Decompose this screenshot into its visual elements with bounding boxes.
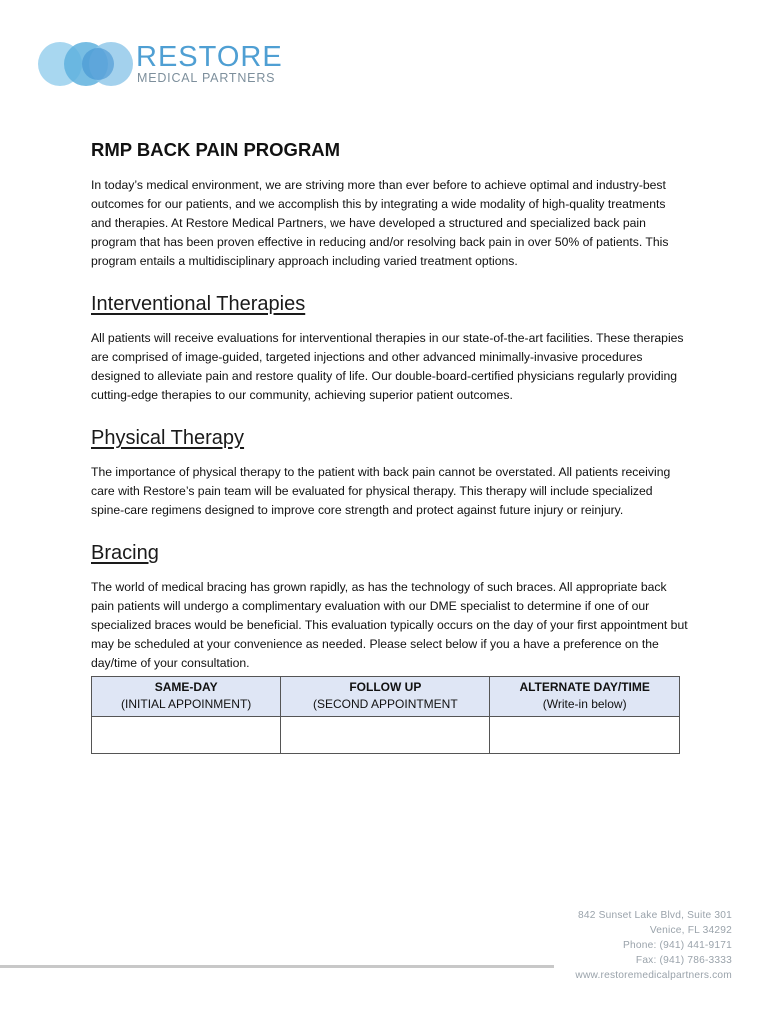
contact-footer [575,908,732,983]
document-body [91,138,689,673]
footer-address-line2: Venice, FL 34292 [649,925,732,936]
section-heading-bracing: Bracing [91,542,159,564]
section-body-physical-therapy: The importance of physical therapy to the patient with back pain cannot be overstated. All patients receiving care with Restore’s pain team will be evaluated for physical therapy. This therapy will include specialized spine-care regimens designed to improve core strength and protect against future injury or reinjury. [91,465,671,517]
section-heading-physical-therapy: Physical Therapy [91,427,245,449]
column-title: FOLLOW UP [349,680,422,694]
logo-name: RESTORE [136,41,283,73]
column-subtitle: (SECOND APPOINTMENT [313,697,458,711]
section-body-bracing: The world of medical bracing has grown rapidly, as has the technology of such braces. All appropriate back pain patients will undergo a complimentary evaluation with our DME specialist to determine if one of our specialized braces would be beneficial. This evaluation typically occurs on the day of your first appointment but may be scheduled at your convenience as needed. Please select below if you a have a preference on the day/time of your consultation. [91,580,688,670]
table-header-row [92,677,680,717]
column-header-alternate [490,677,680,717]
logo-tagline: MEDICAL PARTNERS [137,71,276,85]
page-title: RMP BACK PAIN PROGRAM [91,139,341,160]
same-day-select-cell[interactable] [92,717,281,754]
column-header-follow-up [281,677,490,717]
intro-paragraph: In today’s medical environment, we are striving more than ever before to achieve optimal and industry-best outcomes for our patients, and we accomplish this by integrating a wide modality of high-quality treatments and therapies. At Restore Medical Partners, we have developed a structured and specialized back pain program that has been proven effective in reducing and/or resolving back pain in over 50% of patients. This program entails a multidisciplinary approach including varied treatment options. [91,178,669,268]
section-body-interventional: All patients will receive evaluations for interventional therapies in our state-of-the-art facilities. These therapies are comprised of image-guided, targeted injections and other advanced minimally-invasive procedures designed to alleviate pain and restore quality of life. Our double-board-certified physicians regularly providing cutting-edge therapies to our community, achieving superior patient outcomes. [91,331,684,402]
alternate-write-in-cell[interactable] [490,717,680,754]
footer-divider [0,965,554,968]
footer-phone: Phone: (941) 441-9171 [623,940,732,951]
follow-up-select-cell[interactable] [281,717,490,754]
footer-website[interactable]: www.restoremedicalpartners.com [575,970,732,981]
consultation-preference-table [91,676,680,754]
column-title: ALTERNATE DAY/TIME [519,680,650,694]
section-heading-interventional: Interventional Therapies [91,293,306,315]
column-subtitle: (INITIAL APPOINMENT) [121,697,252,711]
column-header-same-day [92,677,281,717]
column-title: SAME-DAY [154,680,218,694]
table-row [92,717,680,754]
logo-circles-icon [36,40,136,88]
footer-fax: Fax: (941) 786-3333 [635,955,732,966]
company-logo [36,40,283,88]
column-subtitle: (Write-in below) [542,697,627,711]
footer-address-line1: 842 Sunset Lake Blvd, Suite 301 [577,910,732,921]
